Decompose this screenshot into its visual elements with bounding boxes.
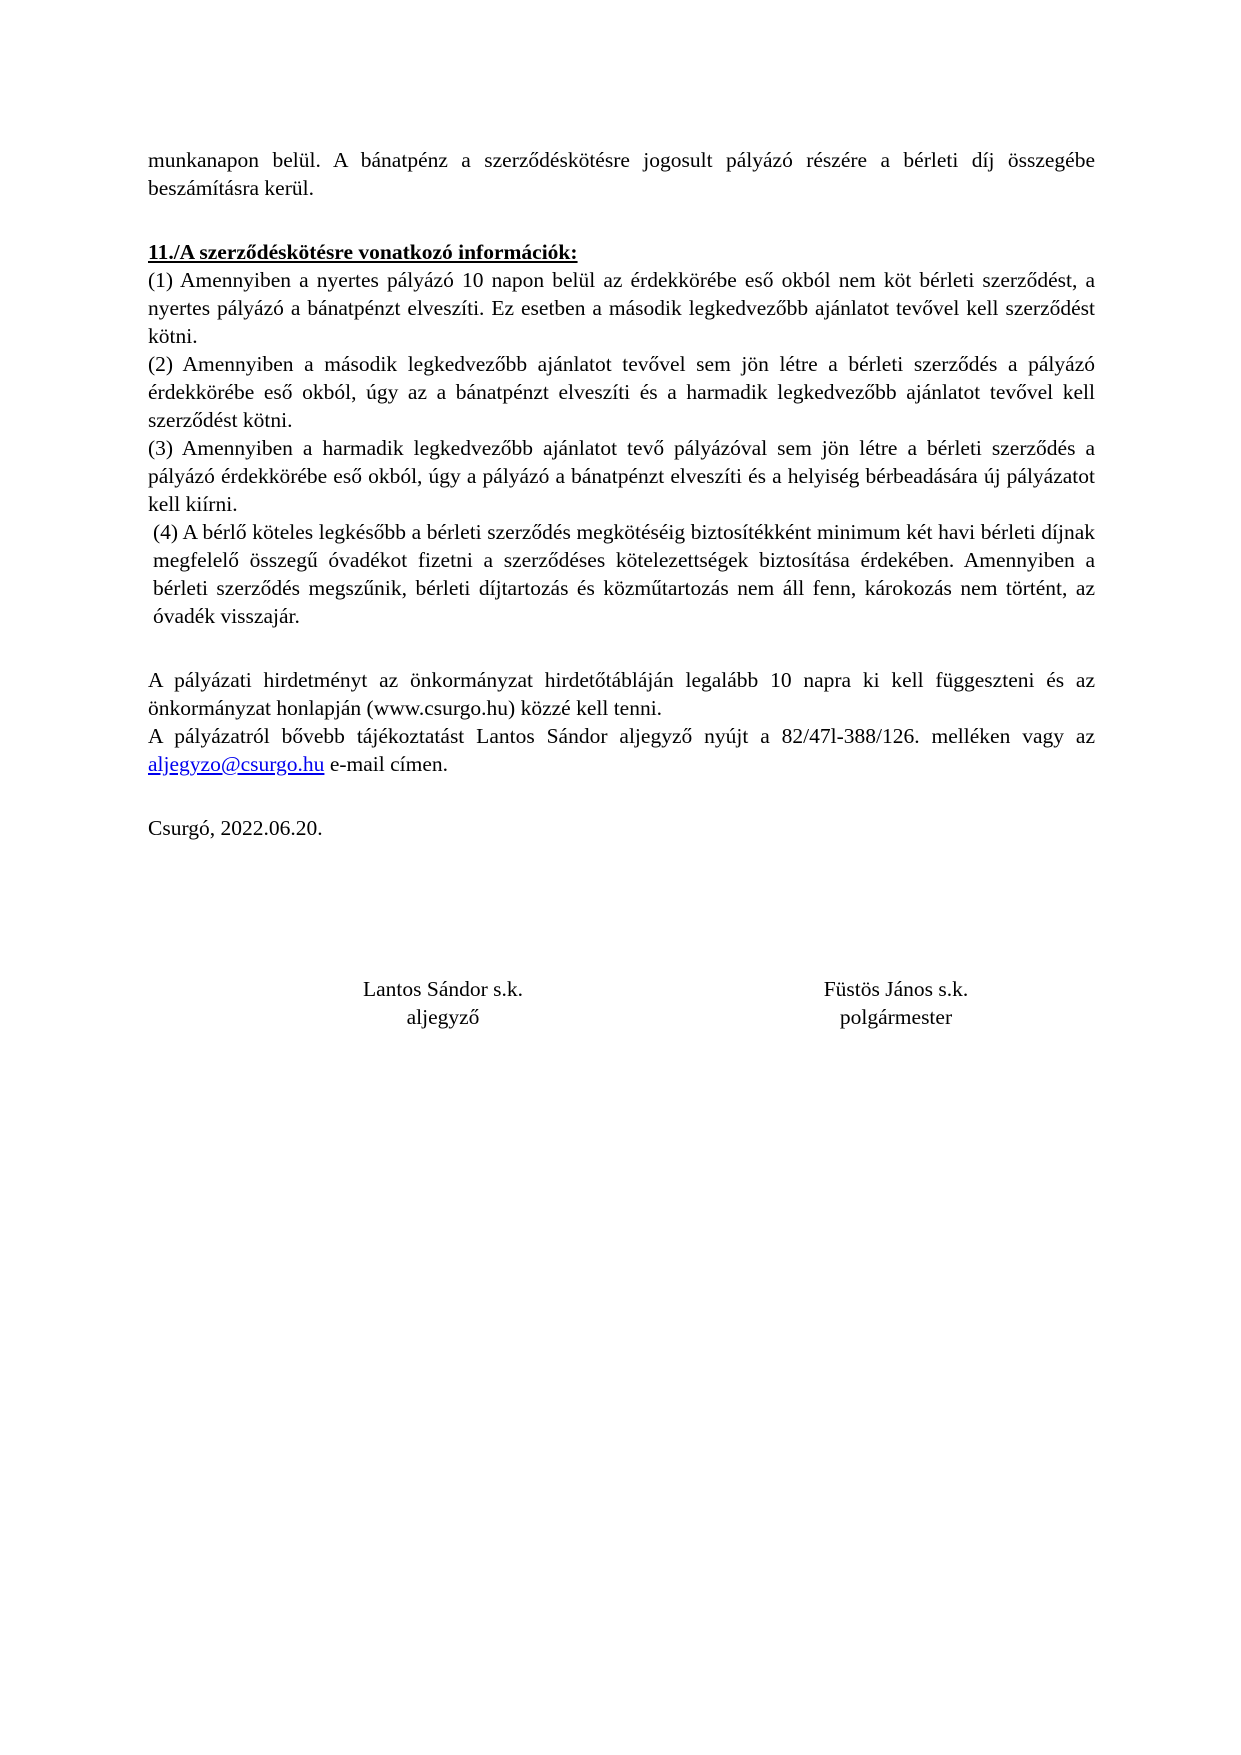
info-paragraph — [148, 722, 1095, 778]
info-text-after: e-mail címen. — [329, 752, 449, 776]
list-item-3: (3) Amennyiben a harmadik legkedvezőbb ajánlatot tevő pályázóval sem jön létre a bérleti szerződés a pályázó érdekkörébe eső okból, úgy a pályázó a bánatpénzt elveszíti és a helyiség bérbeadására új pályázatot kell kiírni. — [148, 436, 1095, 516]
spacer — [148, 630, 1095, 666]
spacer — [148, 778, 1095, 814]
section-heading: 11./A szerződéskötésre vonatkozó információk: — [148, 240, 578, 264]
signature-title: polgármester — [839, 1005, 953, 1029]
signature-left — [283, 975, 603, 1031]
list-item-1: (1) Amennyiben a nyertes pályázó 10 napon belül az érdekkörébe eső okból nem köt bérleti szerződést, a nyertes pályázó a bánatpénzt elveszíti. Ez esetben a második legkedvezőbb ajánlatot tevővel kell szerződést kötni. — [148, 268, 1095, 348]
place-date: Csurgó, 2022.06.20. — [148, 816, 323, 840]
list-item-2: (2) Amennyiben a második legkedvezőbb ajánlatot tevővel sem jön létre a bérleti szerződés a pályázó érdekkörébe eső okból, úgy az a bánatpénzt elveszíti és a harmadik legkedvezőbb ajánlatot tevővel kell szerződést kötni. — [148, 352, 1095, 432]
signature-name: Füstös János s.k. — [823, 977, 969, 1001]
publication-paragraph: A pályázati hirdetményt az önkormányzat hirdetőtábláján legalább 10 napra ki kell függeszteni és az önkormányzat honlapján (www.csurgo.hu) közzé kell tenni. — [148, 668, 1095, 720]
signature-title: aljegyző — [406, 1005, 480, 1029]
spacer — [148, 202, 1095, 238]
document-body — [148, 146, 1095, 842]
signature-name: Lantos Sándor s.k. — [362, 977, 524, 1001]
intro-paragraph: munkanapon belül. A bánatpénz a szerződéskötésre jogosult pályázó részére a bérleti díj összegébe beszámításra kerül. — [148, 148, 1095, 200]
info-text-before: A pályázatról bővebb tájékoztatást Lantos Sándor aljegyző nyújt a 82/47l-388/126. melléken vagy az — [148, 724, 1095, 748]
list-item-4: (4) A bérlő köteles legkésőbb a bérleti szerződés megkötéséig biztosítékként minimum két havi bérleti díjnak megfelelő összegű óvadékot fizetni a szerződéses kötelezettségek biztosítása érdekében. Amennyiben a bérleti szerződés megszűnik, bérleti díjtartozás és közműtartozás nem áll fenn, károkozás nem történt, az óvadék visszajár. — [153, 520, 1095, 628]
signature-right — [736, 975, 1056, 1031]
email-link[interactable]: aljegyzo@csurgo.hu — [148, 752, 325, 776]
